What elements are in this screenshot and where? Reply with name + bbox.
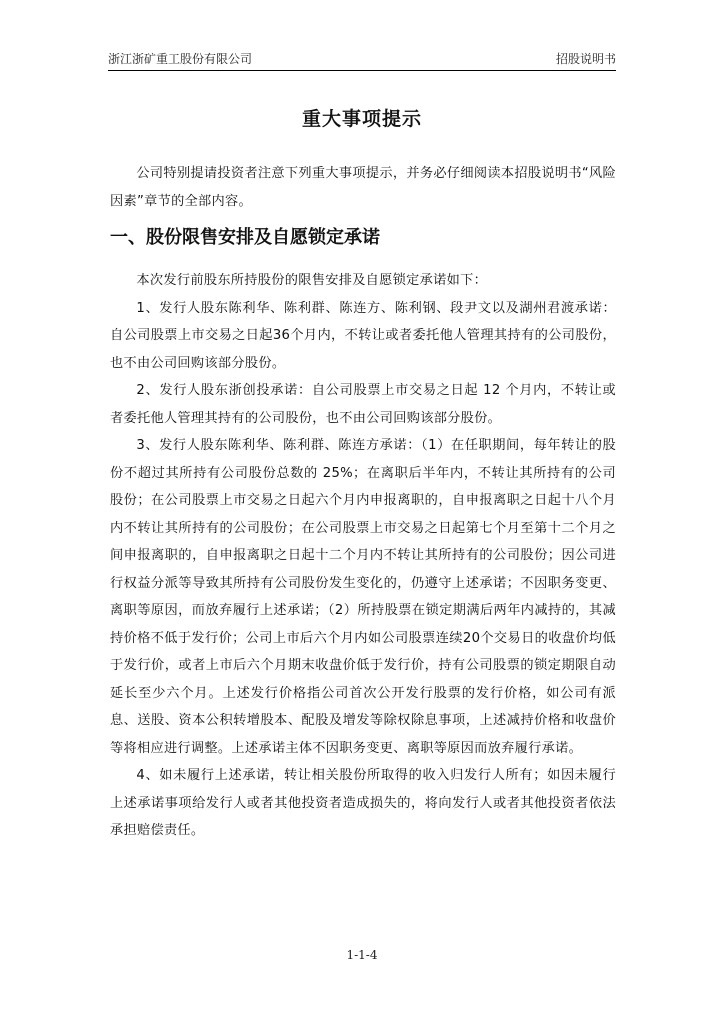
page-title: 重大事项提示 [301,108,422,130]
commitment-item-1: 1、发行人股东陈利华、陈利群、陈连方、陈利钢、段尹文以及湖州君渡承诺：自公司股票上市交易之日起36个月内，不转让或者委托他人管理其持有的公司股份，也不由公司回购该部分股份。 [110,300,616,371]
page-number: 1-1-4 [346,948,378,962]
document-body [110,160,616,845]
header-document-type: 招股说明书 [555,52,616,66]
page-header [108,50,616,71]
header-company-name: 浙江浙矿重工股份有限公司 [108,52,253,66]
commitment-item-4: 4、如未履行上述承诺，转让相关股份所取得的收入归发行人所有；如因未履行上述承诺事项给发行人或者其他投资者造成损失的，将向发行人或者其他投资者依法承担赔偿责任。 [110,768,616,838]
commitment-item-3: 3、发行人股东陈利华、陈利群、陈连方承诺：（1）在任职期间，每年转让的股份不超过其所持有公司股份总数的 25%；在离职后半年内，不转让其所持有的公司股份；在公司股票上市交易之日起六个月内申报离职的，自申报离职之日起十八个月内不转让其所持有的公司股份；在公司股票上市交易之日起第七个月至第十二个月之间申报离职的，自申报离职之日起十二个月内不转让其所持有的公司股份；因公司进行权益分派等导致其所持有公司股份发生变化的，仍遵守上述承诺；不因职务变更、离职等原因，而放弃履行上述承诺；（2）所持股票在锁定期满后两年内减持的，其减持价格不低于发行价；公司上市后六个月内如公司股票连续20个交易日的收盘价均低于发行价，或者上市后六个月期末收盘价低于发行价，持有公司股票的锁定期限自动延长至少六个月。上述发行价格指公司首次公开发行股票的发行价格，如公司有派息、送股、资本公积转增股本、配股及增发等除权除息事项，上述减持价格和收盘价等将相应进行调整。上述承诺主体不因职务变更、离职等原因而放弃履行承诺。 [110,438,616,756]
section-lead-paragraph: 本次发行前股东所持股份的限售安排及自愿锁定承诺如下： [136,273,488,288]
commitment-item-2: 2、发行人股东浙创投承诺：自公司股票上市交易之日起 12 个月内，不转让或者委托他人管理其持有的公司股份，也不由公司回购该部分股份。 [110,383,616,426]
section-heading: 一、股份限售安排及自愿锁定承诺 [110,227,380,248]
intro-paragraph: 公司特别提请投资者注意下列重大事项提示，并务必仔细阅读本招股说明书“风险因素”章节的全部内容。 [110,166,616,209]
